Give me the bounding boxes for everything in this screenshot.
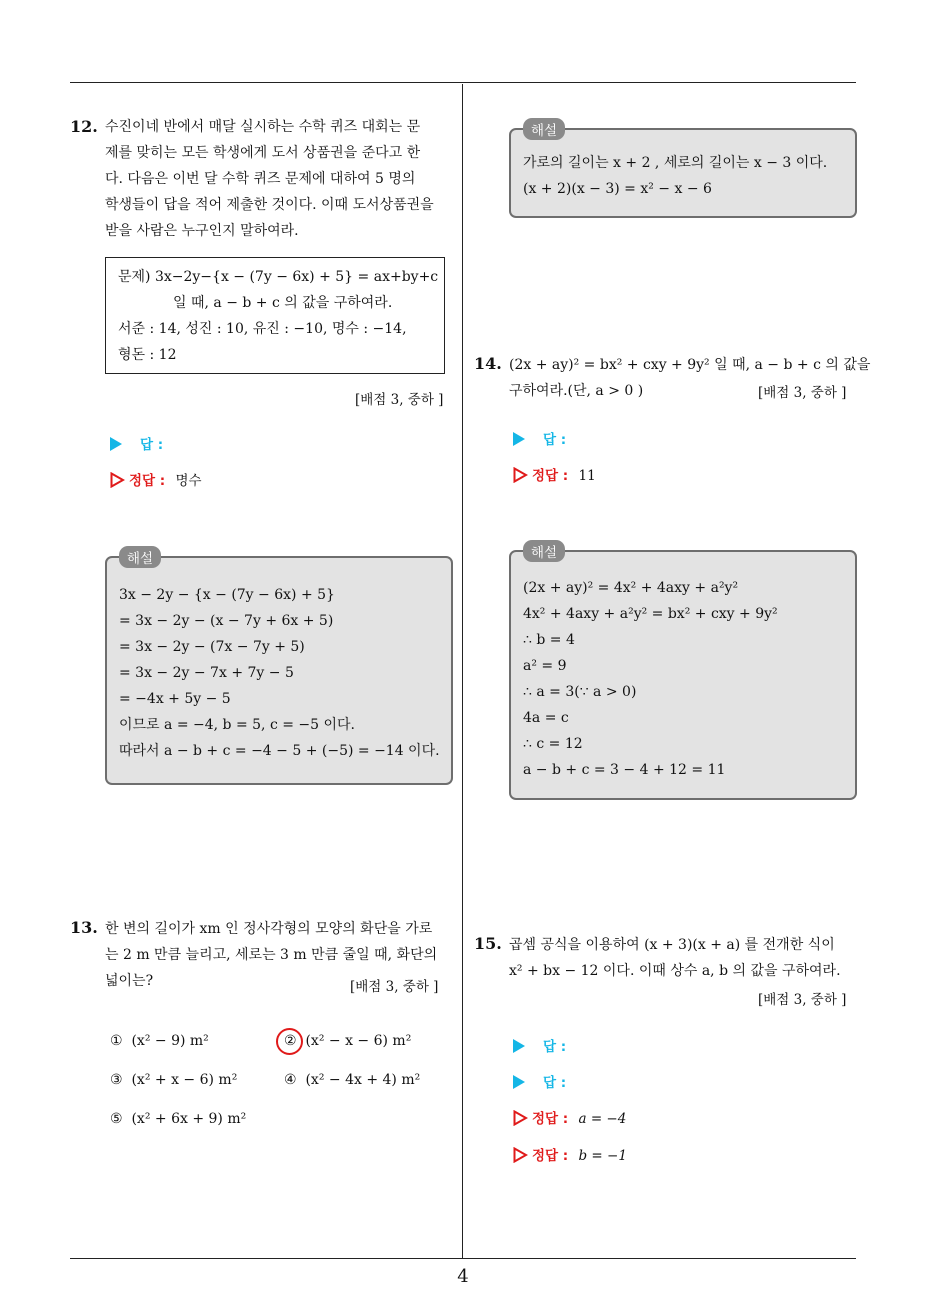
solution-line: 3x − 2y − {x − (7y − 6x) + 5} [119, 587, 335, 603]
answer-label: 답 : [543, 1039, 567, 1055]
answer-label: 답 : [543, 432, 567, 448]
solution-line: 이므로 a = −4, b = 5, c = −5 이다. [119, 717, 355, 733]
correct-label: 정답 : [129, 473, 166, 489]
correct-label: 정답 : [532, 1111, 569, 1127]
q15-answer-row-2[interactable] [513, 1071, 566, 1091]
solution-tag: 해설 [523, 540, 565, 562]
solution-line: ∴ c = 12 [523, 736, 583, 752]
open-triangle-icon [513, 467, 528, 483]
answer-arrow-icon [513, 1039, 525, 1053]
solution-tag: 해설 [119, 546, 161, 568]
q15-correct-row-1 [513, 1107, 626, 1127]
open-triangle-icon [110, 472, 125, 488]
solution-line: = 3x − 2y − (7x − 7y + 5) [119, 639, 305, 655]
solution-line: (2x + ay)² = 4x² + 4axy + a²y² [523, 580, 739, 596]
q13-number: 13. [70, 918, 98, 937]
q12-box-line: 일 때, a − b + c 의 값을 구하여라. [173, 295, 393, 311]
q13-score: [배점 3, 중하 ] [350, 979, 439, 995]
q12-text [105, 114, 455, 244]
q12-solution-box [105, 551, 453, 785]
q12-box-line: 서준 : 14, 성진 : 10, 유진 : −10, 명수 : −14, [118, 321, 407, 337]
solution-line: = −4x + 5y − 5 [119, 691, 231, 707]
q14-correct-row [513, 464, 596, 484]
q12-line: 다. 다음은 이번 달 수학 퀴즈 문제에 대하여 5 명의 [105, 171, 416, 187]
q15-line: 곱셈 공식을 이용하여 (x + 3)(x + a) 를 전개한 식이 [509, 937, 835, 953]
q15-number: 15. [474, 934, 502, 953]
q13-line: 한 변의 길이가 xm 인 정사각형의 모양의 화단을 가로 [105, 921, 433, 937]
q13-line: 넓이는? [105, 973, 154, 989]
answer-arrow-icon [513, 1075, 525, 1089]
q14-solution-box [509, 545, 857, 800]
q12-box-line: 문제) 3x−2y−{x − (7y − 6x) + 5} = ax+by+c [118, 269, 439, 285]
choice-mark: ③ [110, 1072, 123, 1088]
correct-value: 11 [578, 468, 596, 484]
q12-correct-row [110, 469, 202, 489]
q14-number: 14. [474, 354, 502, 373]
solution-line: a² = 9 [523, 658, 567, 674]
open-triangle-icon [513, 1110, 528, 1126]
q12-line: 수진이네 반에서 매달 실시하는 수학 퀴즈 대회는 문 [105, 119, 421, 135]
choice-mark: ① [110, 1033, 123, 1049]
q15-correct-row-2 [513, 1144, 627, 1164]
q13-line: 는 2 m 만큼 늘리고, 세로는 3 m 만큼 줄일 때, 화단의 [105, 947, 438, 963]
q12-line: 학생들이 답을 적어 제출한 것이다. 이때 도서상품권을 [105, 197, 434, 213]
q13-solution-box [509, 123, 857, 218]
open-triangle-icon [513, 1147, 528, 1163]
solution-tag: 해설 [523, 118, 565, 140]
page-number: 4 [457, 1266, 469, 1287]
q12-problem-box [105, 257, 445, 374]
solution-line: a − b + c = 3 − 4 + 12 = 11 [523, 762, 726, 778]
q12-answer-row[interactable] [110, 433, 163, 453]
solution-line: 4x² + 4axy + a²y² = bx² + cxy + 9y² [523, 606, 778, 622]
q12-score: [배점 3, 중하 ] [355, 392, 444, 408]
q13-choice-1[interactable] [110, 1033, 209, 1049]
answer-arrow-icon [110, 437, 122, 451]
q12-line: 받을 사람은 누구인지 말하여라. [105, 223, 299, 239]
q13-choice-5[interactable] [110, 1111, 246, 1127]
q14-score: [배점 3, 중하 ] [758, 385, 847, 401]
solution-line: ∴ b = 4 [523, 632, 575, 648]
choice-text: (x² + x − 6) m² [131, 1072, 238, 1088]
q12-box-line: 형돈 : 12 [118, 347, 177, 363]
answer-label: 답 : [543, 1075, 567, 1091]
solution-line: = 3x − 2y − (x − 7y + 6x + 5) [119, 613, 334, 629]
solution-line: 따라서 a − b + c = −4 − 5 + (−5) = −14 이다. [119, 743, 440, 759]
correct-label: 정답 : [532, 1148, 569, 1164]
q14-line: 구하여라.(단, a > 0 ) [509, 383, 644, 399]
choice-text: (x² − x − 6) m² [305, 1033, 412, 1049]
correct-value: 명수 [175, 473, 202, 489]
q13-choice-2[interactable] [284, 1033, 411, 1049]
q15-line: x² + bx − 12 이다. 이때 상수 a, b 의 값을 구하여라. [509, 963, 841, 979]
q15-answer-row-1[interactable] [513, 1035, 566, 1055]
top-rule [70, 82, 856, 83]
q15-score: [배점 3, 중하 ] [758, 992, 847, 1008]
answer-label: 답 : [140, 437, 164, 453]
q12-number: 12. [70, 117, 98, 136]
q14-answer-row[interactable] [513, 428, 566, 448]
choice-mark: ② [284, 1033, 297, 1049]
correct-value: a = −4 [578, 1111, 627, 1127]
correct-value: b = −1 [578, 1148, 627, 1164]
solution-line: ∴ a = 3(∵ a > 0) [523, 684, 637, 700]
solution-line: 4a = c [523, 710, 569, 726]
choice-text: (x² − 4x + 4) m² [305, 1072, 421, 1088]
column-divider [462, 84, 463, 1259]
choice-mark: ⑤ [110, 1111, 123, 1127]
choice-text: (x² − 9) m² [131, 1033, 209, 1049]
q12-line: 제를 맞히는 모든 학생에게 도서 상품권을 준다고 한 [105, 145, 421, 161]
solution-line: (x + 2)(x − 3) = x² − x − 6 [523, 181, 712, 197]
choice-text: (x² + 6x + 9) m² [131, 1111, 247, 1127]
correct-label: 정답 : [532, 468, 569, 484]
solution-line: = 3x − 2y − 7x + 7y − 5 [119, 665, 294, 681]
bottom-rule [70, 1258, 856, 1259]
solution-line: 가로의 길이는 x + 2 , 세로의 길이는 x − 3 이다. [523, 155, 828, 171]
choice-mark: ④ [284, 1072, 297, 1088]
q15-text [509, 932, 859, 984]
answer-arrow-icon [513, 432, 525, 446]
q13-choice-3[interactable] [110, 1072, 237, 1088]
q14-line: (2x + ay)² = bx² + cxy + 9y² 일 때, a − b + c 의 값을 [509, 357, 871, 373]
q13-choice-4[interactable] [284, 1072, 420, 1088]
